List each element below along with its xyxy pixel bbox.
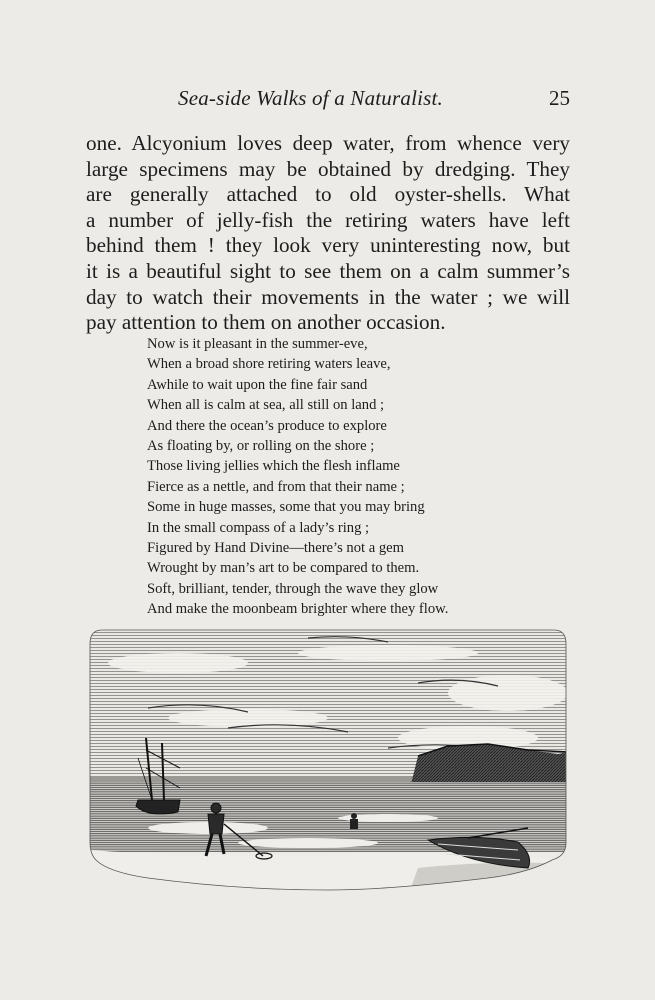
page-number: 25	[549, 86, 570, 110]
body-line: behind them ! they look very uninteresting now, but	[86, 233, 570, 258]
body-line: large specimens may be obtained by dredging. They	[86, 156, 570, 181]
poem-line: Wrought by man’s art to be compared to them.	[147, 560, 420, 577]
poem-line: When all is calm at sea, all still on land ;	[147, 397, 385, 414]
poem-line: Soft, brilliant, tender, through the wave they glow	[147, 580, 439, 597]
poem-line: Figured by Hand Divine—there’s not a gem	[147, 539, 404, 556]
body-line: a number of jelly-fish the retiring waters have left	[86, 207, 570, 232]
poem-line: And make the moonbeam brighter where they flow.	[147, 601, 449, 618]
body-paragraph	[86, 131, 570, 336]
poem-line: In the small compass of a lady’s ring ;	[147, 519, 370, 536]
poem-line: Those living jellies which the flesh inflame	[147, 458, 400, 475]
seashore-engraving	[88, 628, 568, 896]
poem-line: Some in huge masses, some that you may bring	[147, 499, 425, 516]
poem-line: Now is it pleasant in the summer-eve,	[147, 336, 368, 352]
body-line: day to watch their movements in the water ; we will	[86, 284, 570, 309]
poem-block	[147, 334, 507, 619]
body-line: are generally attached to old oyster-shells. What	[86, 182, 570, 207]
poem-line: Awhile to wait upon the fine fair sand	[147, 376, 368, 393]
body-line: it is a beautiful sight to see them on a calm summer’s	[86, 258, 570, 283]
running-title: Sea-side Walks of a Naturalist.	[178, 86, 444, 110]
engraving-scene	[88, 628, 568, 896]
distant-figure	[350, 813, 358, 829]
running-head	[86, 86, 570, 120]
body-line: one. Alcyonium loves deep water, from whence very	[86, 131, 570, 155]
body-line: pay attention to them on another occasion.	[86, 310, 446, 335]
poem-line: When a broad shore retiring waters leave,	[147, 356, 391, 373]
poem-line: And there the ocean’s produce to explore	[147, 417, 387, 434]
poem-line: Fierce as a nettle, and from that their name ;	[147, 478, 405, 495]
poem-line: As floating by, or rolling on the shore ;	[147, 437, 375, 454]
